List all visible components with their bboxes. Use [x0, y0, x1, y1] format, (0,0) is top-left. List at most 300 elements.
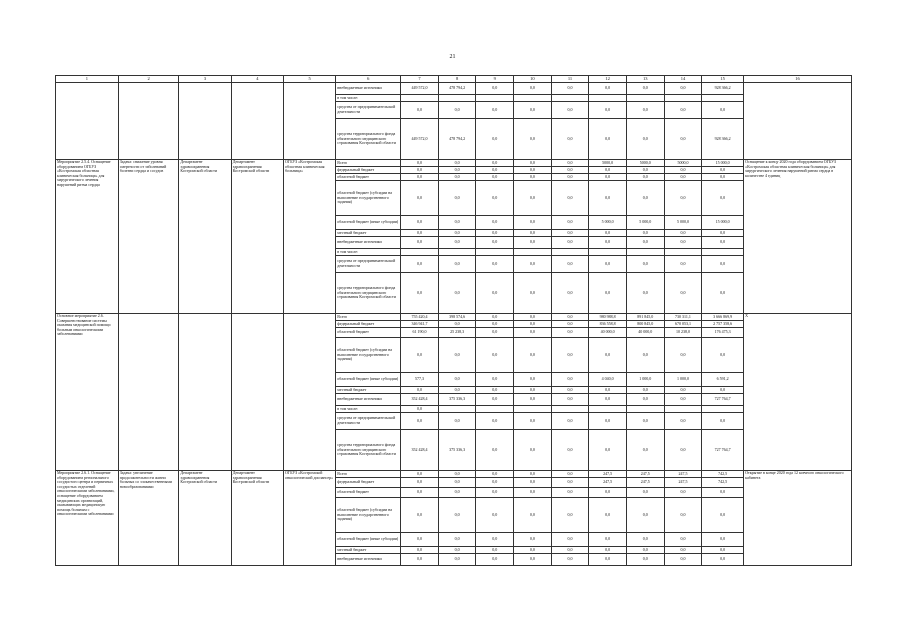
amount-cell: 0,0	[702, 498, 744, 533]
amount-cell: 0,0	[514, 160, 552, 167]
amount-cell: 0,0	[702, 167, 744, 174]
amount-cell: 61 190,0	[401, 328, 439, 338]
amount-cell: 0,0	[514, 167, 552, 174]
amount-cell: 0,0	[551, 387, 589, 394]
amount-cell: 0,0	[514, 413, 552, 430]
amount-cell: 0,0	[476, 471, 514, 478]
amount-cell	[438, 95, 476, 102]
amount-cell: 0,0	[626, 394, 664, 406]
amount-cell: 0,0	[589, 498, 627, 533]
amount-cell: 0,0	[664, 533, 702, 547]
amount-cell: 0,0	[626, 498, 664, 533]
amount-cell: 449 572,0	[401, 119, 439, 160]
page-number: 21	[449, 54, 456, 60]
amount-cell: 0,0	[514, 237, 552, 249]
amount-cell: 247,5	[664, 478, 702, 488]
amount-cell	[702, 406, 744, 413]
amount-cell	[589, 406, 627, 413]
section-col3: Департамент здравоохранения Костромской области	[179, 160, 231, 314]
amount-cell: 375 336,3	[438, 394, 476, 406]
amount-cell: 0,0	[476, 167, 514, 174]
amount-cell: 0,0	[438, 338, 476, 373]
amount-cell: 0,0	[476, 181, 514, 216]
amount-cell: 0,0	[626, 181, 664, 216]
amount-cell: 176 475,3	[702, 328, 744, 338]
amount-cell	[589, 95, 627, 102]
amount-cell: 0,0	[438, 478, 476, 488]
amount-cell: 980 988,8	[589, 314, 627, 321]
amount-cell: 0,0	[702, 547, 744, 554]
amount-cell: 0,0	[476, 314, 514, 321]
funding-source: областной бюджет	[336, 328, 401, 338]
amount-cell: 15 000,0	[702, 216, 744, 230]
amount-cell: 0,0	[626, 119, 664, 160]
amount-cell: 742,5	[702, 478, 744, 488]
amount-cell: 0,0	[664, 102, 702, 119]
amount-cell: 0,0	[476, 216, 514, 230]
amount-cell: 0,0	[476, 498, 514, 533]
amount-cell: 0,0	[551, 314, 589, 321]
amount-cell: 0,0	[476, 387, 514, 394]
amount-cell: 0,0	[514, 554, 552, 566]
amount-cell: 0,0	[702, 413, 744, 430]
amount-cell: 352 428,4	[401, 430, 439, 471]
amount-cell: 0,0	[514, 174, 552, 181]
amount-cell: 0,0	[401, 478, 439, 488]
amount-cell: 0,0	[664, 554, 702, 566]
amount-cell: 0,0	[476, 413, 514, 430]
amount-cell: 0,0	[514, 338, 552, 373]
amount-cell: 0,0	[438, 471, 476, 478]
amount-cell: 247,5	[589, 471, 627, 478]
column-number-5: 5	[284, 76, 336, 83]
amount-cell: 0,0	[664, 230, 702, 237]
amount-cell: 0,0	[551, 430, 589, 471]
amount-cell: 0,0	[514, 119, 552, 160]
column-number-12: 12	[589, 76, 627, 83]
amount-cell: 0,0	[438, 373, 476, 387]
amount-cell: 3 666 869,9	[702, 314, 744, 321]
amount-cell: 0,0	[551, 181, 589, 216]
amount-cell: 0,0	[626, 174, 664, 181]
amount-cell: 0,0	[438, 167, 476, 174]
amount-cell: 449 572,0	[401, 83, 439, 95]
amount-cell: 0,0	[514, 102, 552, 119]
section-col4	[231, 83, 283, 160]
amount-cell: 0,0	[476, 230, 514, 237]
amount-cell: 0,0	[702, 256, 744, 273]
amount-cell: 0,0	[551, 174, 589, 181]
amount-cell	[438, 406, 476, 413]
amount-cell: 0,0	[589, 273, 627, 314]
column-number-3: 3	[179, 76, 231, 83]
amount-cell: 0,0	[551, 413, 589, 430]
amount-cell: 0,0	[476, 533, 514, 547]
amount-cell: 0,0	[551, 394, 589, 406]
amount-cell: 0,0	[401, 256, 439, 273]
amount-cell: 0,0	[514, 533, 552, 547]
amount-cell	[702, 95, 744, 102]
amount-cell: 0,0	[664, 167, 702, 174]
amount-cell: 0,0	[476, 237, 514, 249]
amount-cell: 0,0	[551, 273, 589, 314]
funding-source: местный бюджет	[336, 547, 401, 554]
amount-cell: 0,0	[664, 237, 702, 249]
amount-cell	[476, 95, 514, 102]
amount-cell: 0,0	[514, 256, 552, 273]
amount-cell: 0,0	[514, 471, 552, 478]
amount-cell: 0,0	[514, 328, 552, 338]
amount-cell: 0,0	[438, 256, 476, 273]
amount-cell: 0,0	[589, 394, 627, 406]
column-number-1: 1	[56, 76, 119, 83]
section-col1: Основное мероприятие 2.6. Совершенствование системы оказания медицинской помощи больным онкологическими заболеваниями	[56, 314, 119, 471]
column-number-row	[56, 76, 852, 83]
amount-cell: 0,0	[589, 181, 627, 216]
budget-table	[55, 75, 852, 566]
column-number-13: 13	[626, 76, 664, 83]
amount-cell: 0,0	[438, 216, 476, 230]
amount-cell: 0,0	[589, 237, 627, 249]
amount-cell: 0,0	[476, 554, 514, 566]
section-col2	[118, 83, 179, 160]
amount-cell: 0,0	[514, 273, 552, 314]
amount-cell: 0,0	[438, 273, 476, 314]
amount-cell: 0,0	[476, 321, 514, 328]
amount-cell: 0,0	[438, 230, 476, 237]
amount-cell: 0,0	[664, 83, 702, 95]
section-col3: Департамент здравоохранения Костромской области	[179, 471, 231, 566]
funding-source: Всего	[336, 160, 401, 167]
amount-cell: 755 420,4	[401, 314, 439, 321]
amount-cell: 0,0	[551, 167, 589, 174]
section-col1: Мероприятие 2.5.4. Оснащение оборудованием ОГБУЗ «Костромская областная клиническая больница» для хирургического лечения нарушений ритма сердца	[56, 160, 119, 314]
amount-cell: 727 764,7	[702, 394, 744, 406]
amount-cell	[476, 406, 514, 413]
table-row	[56, 314, 852, 321]
amount-cell: 0,0	[551, 373, 589, 387]
amount-cell: 928 366,2	[702, 83, 744, 95]
amount-cell: 0,0	[401, 338, 439, 373]
amount-cell	[476, 249, 514, 256]
column-number-16: 16	[744, 76, 852, 83]
amount-cell: 0,0	[626, 230, 664, 237]
amount-cell: 0,0	[438, 237, 476, 249]
amount-cell: 5000,0	[664, 160, 702, 167]
amount-cell: 0,0	[702, 237, 744, 249]
amount-cell: 0,0	[514, 83, 552, 95]
amount-cell: 0,0	[626, 237, 664, 249]
amount-cell: 0,0	[401, 174, 439, 181]
funding-source: в том числе:	[336, 95, 401, 102]
funding-source: Всего	[336, 471, 401, 478]
funding-source: местный бюджет	[336, 230, 401, 237]
column-number-7: 7	[401, 76, 439, 83]
amount-cell: 0,0	[551, 160, 589, 167]
amount-cell: 10 238,0	[664, 328, 702, 338]
amount-cell: 0,0	[514, 430, 552, 471]
amount-cell: 0,0	[626, 338, 664, 373]
amount-cell	[514, 406, 552, 413]
amount-cell: 25 238,3	[438, 328, 476, 338]
amount-cell: 0,0	[514, 387, 552, 394]
amount-cell: 5 000,0	[589, 216, 627, 230]
amount-cell: 0,0	[476, 102, 514, 119]
amount-cell: 0,0	[438, 321, 476, 328]
amount-cell	[514, 95, 552, 102]
funding-source: областной бюджет	[336, 174, 401, 181]
amount-cell: 0,0	[438, 102, 476, 119]
amount-cell	[551, 406, 589, 413]
amount-cell: 5000,0	[589, 160, 627, 167]
amount-cell: 0,0	[438, 413, 476, 430]
amount-cell: 0,0	[664, 174, 702, 181]
amount-cell	[702, 249, 744, 256]
amount-cell: 0,0	[401, 181, 439, 216]
amount-cell: 0,0	[626, 83, 664, 95]
amount-cell: 0,0	[438, 547, 476, 554]
table-row	[56, 83, 852, 95]
amount-cell: 577,3	[401, 373, 439, 387]
amount-cell: 0,0	[589, 430, 627, 471]
amount-cell: 0,0	[589, 167, 627, 174]
amount-cell: 0,0	[514, 314, 552, 321]
amount-cell: 0,0	[664, 273, 702, 314]
amount-cell: 0,0	[664, 387, 702, 394]
amount-cell	[664, 95, 702, 102]
amount-cell: 0,0	[664, 430, 702, 471]
amount-cell: 0,0	[476, 160, 514, 167]
amount-cell: 836 558,8	[589, 321, 627, 328]
funding-source: областной бюджет (субсидии на выполнение государственного задания)	[336, 181, 401, 216]
column-number-4: 4	[231, 76, 283, 83]
column-number-11: 11	[551, 76, 589, 83]
amount-cell: 0,0	[401, 387, 439, 394]
amount-cell: 0,0	[664, 413, 702, 430]
amount-cell: 0,0	[551, 237, 589, 249]
funding-source: средства от предпринимательской деятельности	[336, 102, 401, 119]
amount-cell: 0,0	[551, 216, 589, 230]
amount-cell: 0,0	[438, 181, 476, 216]
amount-cell: 0,0	[514, 498, 552, 533]
section-col5	[284, 314, 336, 471]
amount-cell: 1 000,0	[626, 373, 664, 387]
amount-cell: 5 000,0	[626, 216, 664, 230]
amount-cell: 0,0	[626, 547, 664, 554]
amount-cell: 670 053,1	[664, 321, 702, 328]
amount-cell: 0,0	[438, 498, 476, 533]
amount-cell: 0,0	[551, 102, 589, 119]
column-number-8: 8	[438, 76, 476, 83]
column-number-2: 2	[118, 76, 179, 83]
funding-source: федеральный бюджет	[336, 478, 401, 488]
amount-cell: 0,0	[702, 387, 744, 394]
amount-cell: 0,0	[589, 174, 627, 181]
section-col2: Задача: снижение уровня смертности от заболеваний болезни сердца и сосудов	[118, 160, 179, 314]
amount-cell: 247,5	[664, 471, 702, 478]
amount-cell	[664, 249, 702, 256]
amount-cell	[626, 406, 664, 413]
funding-source: Всего	[336, 314, 401, 321]
amount-cell: 0,0	[476, 83, 514, 95]
amount-cell: 0,0	[664, 547, 702, 554]
amount-cell: 0,0	[401, 167, 439, 174]
amount-cell: 0,0	[664, 256, 702, 273]
amount-cell: 0,0	[626, 256, 664, 273]
amount-cell: 742,5	[702, 471, 744, 478]
section-col2: Задача: увеличение продолжительности жизни больных со злокачественными новообразованиями	[118, 471, 179, 566]
amount-cell: 0,0	[702, 174, 744, 181]
amount-cell: 0,0	[589, 533, 627, 547]
amount-cell: 0,0	[438, 488, 476, 498]
amount-cell: 0,0	[401, 498, 439, 533]
amount-cell: 0,0	[401, 160, 439, 167]
amount-cell: 6 591,2	[702, 373, 744, 387]
amount-cell	[626, 95, 664, 102]
funding-source: средства от предпринимательской деятельности	[336, 413, 401, 430]
amount-cell	[514, 249, 552, 256]
amount-cell: 247,5	[589, 478, 627, 488]
amount-cell: 0,0	[589, 256, 627, 273]
section-col3	[179, 83, 231, 160]
amount-cell: 0,0	[438, 174, 476, 181]
amount-cell: 0,0	[401, 102, 439, 119]
amount-cell: 0,0	[476, 328, 514, 338]
section-col2	[118, 314, 179, 471]
amount-cell: 0,0	[551, 338, 589, 373]
funding-source: внебюджетные источники	[336, 237, 401, 249]
funding-source: федеральный бюджет	[336, 321, 401, 328]
funding-source: внебюджетные источники	[336, 394, 401, 406]
section-col4	[231, 314, 283, 471]
amount-cell: 247,5	[626, 471, 664, 478]
amount-cell: 800 845,0	[626, 321, 664, 328]
column-number-15: 15	[702, 76, 744, 83]
amount-cell: 0,0	[551, 256, 589, 273]
funding-source: в том числе:	[336, 249, 401, 256]
amount-cell: 0,0	[401, 230, 439, 237]
amount-cell: 0,0	[476, 338, 514, 373]
funding-source: областной бюджет	[336, 488, 401, 498]
amount-cell: 1 000,0	[664, 373, 702, 387]
section-expected-result	[744, 83, 852, 160]
amount-cell: 0,0	[664, 394, 702, 406]
amount-cell: 0,0	[476, 273, 514, 314]
amount-cell: 0,0	[702, 488, 744, 498]
amount-cell: 0,0	[476, 373, 514, 387]
amount-cell: 0,0	[401, 554, 439, 566]
amount-cell: 478 794,2	[438, 83, 476, 95]
column-number-6: 6	[336, 76, 401, 83]
amount-cell: 727 764,7	[702, 430, 744, 471]
amount-cell: 352 428,4	[401, 394, 439, 406]
amount-cell: 0,0	[438, 554, 476, 566]
amount-cell: 0,0	[514, 321, 552, 328]
amount-cell: 0,0	[514, 181, 552, 216]
funding-source: средства территориального фонда обязательного медицинского страхования Костромской области	[336, 119, 401, 160]
amount-cell: 5000,0	[626, 160, 664, 167]
funding-source: внебюджетные источники	[336, 554, 401, 566]
amount-cell: 0,0	[551, 119, 589, 160]
amount-cell: 928 366,2	[702, 119, 744, 160]
amount-cell: 0,0	[476, 394, 514, 406]
amount-cell: 0,0	[401, 471, 439, 478]
amount-cell: 0,0	[589, 230, 627, 237]
amount-cell: 0,0	[664, 488, 702, 498]
amount-cell: 0,0	[438, 387, 476, 394]
funding-source: средства территориального фонда обязательного медицинского страхования Костромской области	[336, 430, 401, 471]
section-col1: Мероприятие 2.6.1. Оснащение оборудованием регионального сосудистого центра и первичных сосудистых отделений онкологическими заболеваниями, оснащение оборудованием медицинских организаций, оказывающих медицинскую помощь больным с онкологическими заболеваниями	[56, 471, 119, 566]
amount-cell: 0,0	[589, 102, 627, 119]
amount-cell: 0,0	[589, 547, 627, 554]
column-number-14: 14	[664, 76, 702, 83]
table-row	[56, 160, 852, 167]
amount-cell: 0,0	[551, 478, 589, 488]
funding-source: областной бюджет (иные субсидии)	[336, 533, 401, 547]
amount-cell: 0,0	[476, 256, 514, 273]
amount-cell: 398 574,6	[438, 314, 476, 321]
amount-cell: 478 794,2	[438, 119, 476, 160]
funding-source: средства территориального фонда обязательного медицинского страхования Костромской области	[336, 273, 401, 314]
amount-cell: 0,0	[551, 498, 589, 533]
amount-cell: 0,0	[589, 554, 627, 566]
amount-cell: 0,0	[514, 373, 552, 387]
amount-cell	[401, 95, 439, 102]
amount-cell: 2 757 358,6	[702, 321, 744, 328]
amount-cell: 0,0	[401, 547, 439, 554]
section-col1	[56, 83, 119, 160]
table-row	[56, 471, 852, 478]
section-col4: Департамент здравоохранения Костромской области	[231, 471, 283, 566]
section-col5	[284, 83, 336, 160]
amount-cell: 0,0	[514, 394, 552, 406]
amount-cell: 0,0	[514, 230, 552, 237]
column-number-10: 10	[514, 76, 552, 83]
amount-cell	[664, 406, 702, 413]
funding-source: местный бюджет	[336, 387, 401, 394]
amount-cell: 0,0	[551, 471, 589, 478]
amount-cell: 0,0	[589, 387, 627, 394]
amount-cell: 0,0	[401, 273, 439, 314]
amount-cell	[551, 249, 589, 256]
amount-cell: 0,0	[589, 488, 627, 498]
amount-cell: 0,0	[664, 181, 702, 216]
amount-cell: 0,0	[589, 338, 627, 373]
amount-cell: 0,0	[589, 83, 627, 95]
amount-cell: 0,0	[626, 102, 664, 119]
amount-cell	[626, 249, 664, 256]
column-number-9: 9	[476, 76, 514, 83]
amount-cell: 0,0	[626, 167, 664, 174]
amount-cell: 0,0	[702, 533, 744, 547]
funding-source: областной бюджет (иные субсидии)	[336, 216, 401, 230]
amount-cell: 0,0	[626, 387, 664, 394]
amount-cell: 0,0	[589, 413, 627, 430]
amount-cell: 0,0	[702, 554, 744, 566]
amount-cell: 0,0	[626, 413, 664, 430]
amount-cell: 0,0	[551, 328, 589, 338]
amount-cell: 0,0	[438, 160, 476, 167]
amount-cell: 0,0	[551, 321, 589, 328]
amount-cell: 0,0	[626, 430, 664, 471]
amount-cell: 0,0	[626, 273, 664, 314]
amount-cell: 40 000,0	[589, 328, 627, 338]
section-expected-result: Х	[744, 314, 852, 471]
amount-cell: 247,5	[626, 478, 664, 488]
section-expected-result: Оснащение к концу 2020 года оборудованием ОГБУЗ «Костромская областная клиническая больница» для хирургического лечения нарушений ритма сердца в количестве 4 единиц	[744, 160, 852, 314]
amount-cell: 375 336,3	[438, 430, 476, 471]
amount-cell: 0,0	[551, 230, 589, 237]
